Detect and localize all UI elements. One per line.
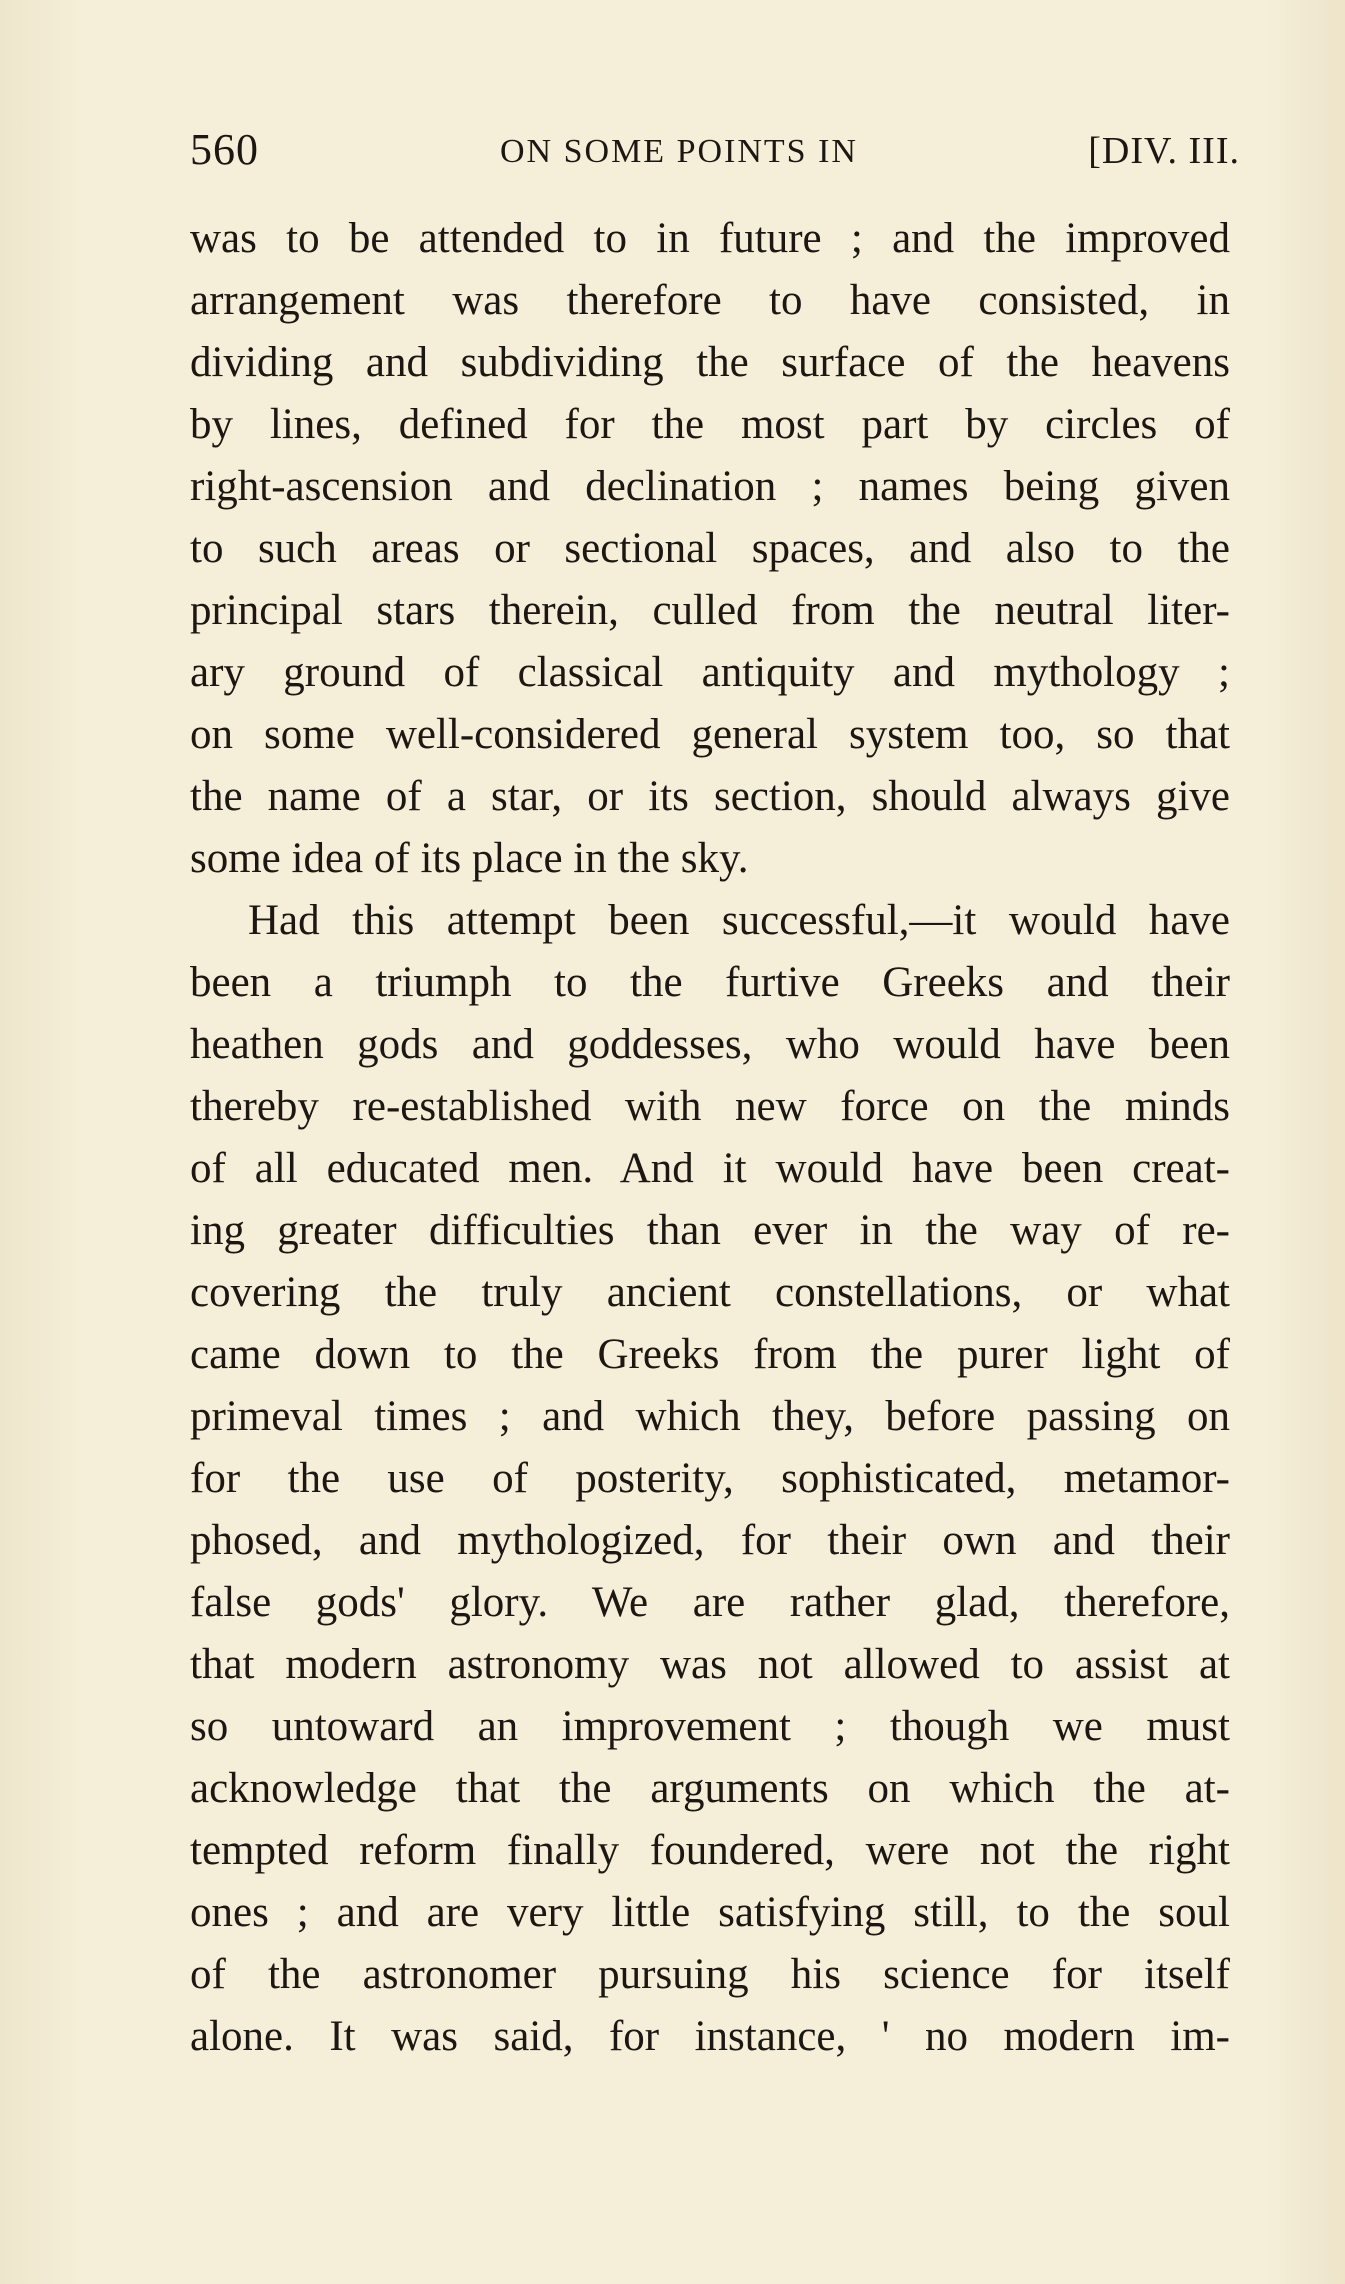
text-line: false gods' glory. We are rather glad, therefore, bbox=[190, 1579, 1230, 1626]
text-line: primeval times ; and which they, before passing on bbox=[190, 1393, 1230, 1440]
text-line: by lines, defined for the most part by circles of bbox=[190, 401, 1230, 448]
page-header bbox=[190, 120, 1240, 180]
text-line: acknowledge that the arguments on which the at- bbox=[190, 1765, 1230, 1812]
text-line: to such areas or sectional spaces, and also to the bbox=[190, 525, 1230, 572]
text-line: Had this attempt been successful,—it would have bbox=[248, 897, 1230, 944]
text-line: arrangement was therefore to have consisted, in bbox=[190, 277, 1230, 324]
text-line: for the use of posterity, sophisticated, metamor- bbox=[190, 1455, 1230, 1502]
text-line: some idea of its place in the sky. bbox=[190, 835, 749, 882]
text-line: came down to the Greeks from the purer light of bbox=[190, 1331, 1230, 1378]
text-line: the name of a star, or its section, should always give bbox=[190, 773, 1230, 820]
text-line: phosed, and mythologized, for their own and their bbox=[190, 1517, 1230, 1564]
text-line: thereby re-established with new force on the minds bbox=[190, 1083, 1230, 1130]
text-line: ones ; and are very little satisfying still, to the soul bbox=[190, 1889, 1230, 1936]
text-line: of all educated men. And it would have been creat- bbox=[190, 1145, 1230, 1192]
text-line: heathen gods and goddesses, who would have been bbox=[190, 1021, 1230, 1068]
text-line: covering the truly ancient constellations, or what bbox=[190, 1269, 1230, 1316]
text-line: ing greater difficulties than ever in the way of re- bbox=[190, 1207, 1230, 1254]
text-line: so untoward an improvement ; though we must bbox=[190, 1703, 1230, 1750]
text-line: dividing and subdividing the surface of the heavens bbox=[190, 339, 1230, 386]
text-line: been a triumph to the furtive Greeks and their bbox=[190, 959, 1230, 1006]
text-line: ary ground of classical antiquity and mythology ; bbox=[190, 649, 1230, 696]
body-text bbox=[190, 208, 1230, 2068]
text-line: alone. It was said, for instance, ' no modern im- bbox=[190, 2013, 1230, 2060]
page-number: 560 bbox=[190, 125, 259, 174]
text-line: of the astronomer pursuing his science for itself bbox=[190, 1951, 1230, 1998]
division-label: [DIV. III. bbox=[1088, 130, 1240, 172]
text-line: tempted reform finally foundered, were not the right bbox=[190, 1827, 1230, 1874]
text-line: was to be attended to in future ; and the improved bbox=[190, 215, 1230, 262]
text-line: on some well-considered general system too, so that bbox=[190, 711, 1230, 758]
text-line: that modern astronomy was not allowed to assist at bbox=[190, 1641, 1230, 1688]
text-line: principal stars therein, culled from the neutral liter- bbox=[190, 587, 1230, 634]
paragraph-1 bbox=[190, 208, 1230, 890]
text-line: right-ascension and declination ; names being given bbox=[190, 463, 1230, 510]
paragraph-2 bbox=[190, 890, 1230, 2068]
running-head: ON SOME POINTS IN bbox=[500, 133, 858, 170]
